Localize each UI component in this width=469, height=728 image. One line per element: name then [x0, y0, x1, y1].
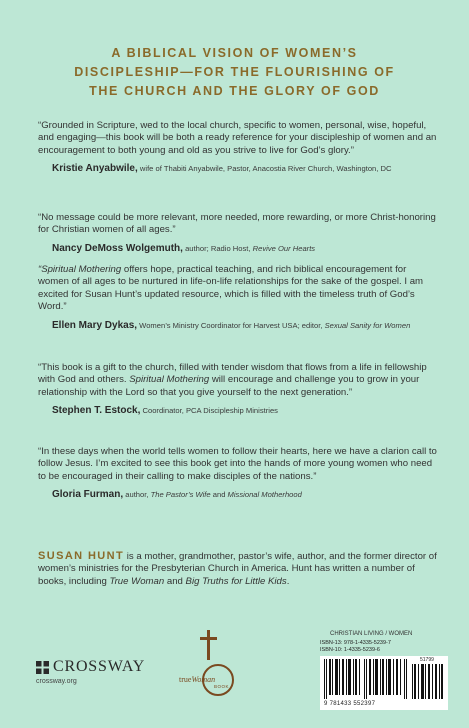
- endorser-role: Coordinator, PCA Discipleship Ministries: [142, 406, 278, 416]
- endorsement-anyabwile: [38, 120, 438, 174]
- bio-book-1: True Woman: [109, 575, 165, 587]
- endorsement-attribution: [52, 405, 438, 416]
- barcode-addon-bars: [412, 664, 444, 699]
- endorsement-attribution: [52, 320, 438, 331]
- isbn-barcode-block: [320, 640, 450, 712]
- endorsement-quote: “No message could be more relevant, more needed, more rewarding, or more Christ-honoring for Christian women of all ages.”: [38, 212, 436, 236]
- barcode: [320, 656, 448, 710]
- endorsement-quote: “Grounded in Scripture, wed to the local church, specific to women, personal, wise, hopeful, and engaging—this book will be both a ready reference for your discipleship of women and an encouragement to both young and old as you strive to live for God’s glory.”: [38, 120, 437, 156]
- headline-line-1: A BIBLICAL VISION OF WOMEN’S: [111, 46, 358, 60]
- endorsement-furman: [38, 446, 438, 500]
- endorsement-quote: [38, 264, 438, 314]
- true-woman-cross-logo: [180, 628, 240, 698]
- endorsement-dykas: [38, 264, 438, 331]
- endorser-name: Nancy DeMoss Wolgemuth,: [52, 242, 183, 254]
- imprint-label-true: true: [179, 675, 192, 684]
- author-bio: [38, 550, 438, 588]
- author-name: SUSAN HUNT: [38, 550, 125, 562]
- endorsement-attribution: [52, 489, 438, 500]
- headline-line-3: THE CHURCH AND THE GLORY OF GOD: [89, 84, 380, 98]
- endorsement-wolgemuth: [38, 212, 438, 254]
- imprint-book-label: BOOK: [214, 684, 230, 689]
- endorsement-attribution: [52, 163, 438, 174]
- barcode-digits: 9 781433 552397: [324, 701, 376, 707]
- quote-book-title: “Spiritual Mothering: [38, 264, 122, 275]
- endorser-role-conj: and: [212, 490, 226, 500]
- endorser-role: author,: [125, 490, 149, 500]
- endorser-name: Stephen T. Estock,: [52, 405, 141, 417]
- isbn-10: ISBN-10: 1-4335-5239-6: [320, 647, 380, 653]
- bio-text-b: and: [164, 575, 186, 587]
- barcode-bars: [324, 659, 408, 699]
- bio-book-2: Big Truths for Little Kids: [185, 575, 287, 587]
- headline-line-2: DISCIPLESHIP—FOR THE FLOURISHING OF: [74, 65, 395, 79]
- endorser-role-title-2: Missional Motherhood: [227, 490, 302, 500]
- headline: [20, 44, 449, 101]
- crossway-logo-icon: [36, 661, 49, 674]
- endorsement-quote: “In these days when the world tells women to follow their hearts, here we have a clarion call to follow Jesus. I’m excited to see this book get into the hands of more young women who need to be encouraged in their calling to make disciples of the nations.”: [38, 446, 437, 482]
- bio-text-c: .: [286, 575, 290, 587]
- endorser-name: Gloria Furman,: [52, 489, 124, 501]
- endorser-role: author; Radio Host,: [185, 243, 251, 253]
- quote-book-title: Spiritual Mothering: [129, 374, 210, 386]
- endorser-role-title: The Pastor’s Wife: [150, 490, 211, 500]
- quote-text-a: “This book is a gift to the church, filled with tender wisdom that flows from a life in fellowship with God and others.: [38, 362, 427, 386]
- quote-text-b: will encourage and challenge you to grow in your relationship with the Lord so that you give yourself to the next generation.”: [38, 374, 420, 398]
- publisher-logo: [36, 658, 166, 685]
- endorser-role-title: Revive Our Hearts: [252, 243, 316, 253]
- publisher-url: crossway.org: [36, 678, 77, 685]
- endorser-role-title: Sexual Sanity for Women: [324, 320, 411, 330]
- isbn-13: ISBN-13: 978-1-4335-5239-7: [320, 640, 391, 646]
- endorser-role: wife of Thabiti Anyabwile, Pastor, Anacostia River Church, Washington, DC: [139, 164, 392, 174]
- barcode-price-code: 51799: [420, 657, 434, 663]
- endorser-role: Women’s Ministry Coordinator for Harvest USA; editor,: [139, 320, 323, 330]
- imprint-label: [179, 675, 215, 684]
- endorsement-quote: [38, 362, 438, 399]
- publisher-name: CROSSWAY: [53, 658, 146, 675]
- endorsement-estock: [38, 362, 438, 416]
- endorsement-attribution: [52, 243, 438, 254]
- imprint-label-woman: Woman: [191, 675, 216, 684]
- endorser-name: Kristie Anyabwile,: [52, 163, 138, 175]
- bio-text-a: is a mother, grandmother, pastor’s wife, author, and the former director of women’s ministries for the Presbyterian Church in America. Hunt has written a number of books, including: [38, 551, 437, 587]
- quote-text: offers hope, practical teaching, and rich biblical encouragement for women of all ages to be nurtured in life-on-life relationships for the sake of the gospel. I am excited for Susan Hunt’s updated resource, which is filled with the timeless truth of God’s Word.”: [38, 264, 424, 313]
- category-label: CHRISTIAN LIVING / WOMEN: [330, 631, 413, 637]
- endorser-name: Ellen Mary Dykas,: [52, 319, 138, 331]
